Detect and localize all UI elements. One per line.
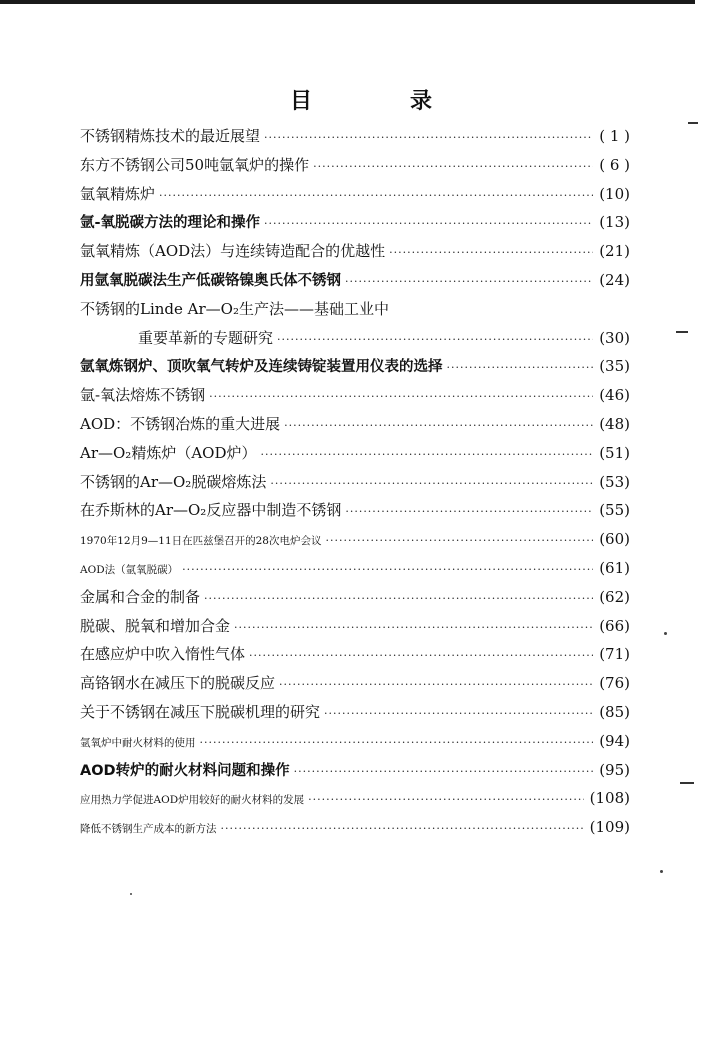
- toc-leader-dots: [270, 470, 593, 499]
- toc-entry: [80, 496, 630, 525]
- toc-entry: [80, 439, 630, 468]
- toc-leader-dots: [447, 354, 594, 383]
- toc-entry-title: AOD法（氩氧脱碳）: [80, 563, 179, 576]
- toc-entry: [80, 180, 630, 209]
- toc-entry: [80, 698, 630, 727]
- toc-entry: [80, 612, 630, 641]
- toc-leader-dots: [284, 412, 593, 441]
- toc-entry-page: (85): [599, 702, 630, 721]
- toc-entry-page: (62): [599, 587, 630, 606]
- toc-entry-page: (61): [599, 558, 630, 577]
- toc-entry: [80, 669, 630, 698]
- toc-entry: [80, 324, 630, 353]
- toc-entry-page: (51): [599, 443, 630, 462]
- toc-entry-page: (21): [599, 242, 630, 261]
- toc-entry-page: (94): [599, 731, 630, 750]
- toc-entry: [80, 352, 630, 381]
- toc-entry-page: (71): [599, 645, 630, 664]
- toc-entry-title: 氩氧炼钢炉、顶吹氧气转炉及连续铸锭装置用仪表的选择: [80, 359, 443, 376]
- title-part-2: 录: [410, 89, 433, 114]
- toc-entry: [80, 151, 630, 180]
- toc-entry-page: (55): [599, 501, 630, 520]
- toc-entry-page: (35): [599, 357, 630, 376]
- toc-leader-dots: [234, 614, 593, 643]
- toc-entry-page: (48): [599, 414, 630, 433]
- toc-leader-dots: [345, 498, 593, 527]
- toc-entry-title: 氩氧精炼（AOD法）与连续铸造配合的优越性: [80, 242, 386, 261]
- toc-entry-page: (66): [599, 616, 630, 635]
- scan-speck: [660, 870, 663, 873]
- toc-leader-dots: [294, 758, 594, 787]
- toc-entry-page: (60): [599, 530, 630, 549]
- toc-entry: [80, 122, 630, 151]
- toc-entry: [80, 756, 630, 785]
- toc-entry-page: ( 6 ): [599, 155, 630, 174]
- toc-leader-dots: [279, 671, 593, 700]
- toc-entry-page: (13): [599, 213, 630, 232]
- toc-entry-title: 1970年12月9—11日在匹兹堡召开的28次电炉会议: [80, 535, 322, 548]
- toc-leader-dots: [389, 239, 593, 268]
- toc-leader-dots: [324, 700, 593, 729]
- toc-leader-dots: [209, 383, 593, 412]
- toc-entry-title: 降低不锈钢生产成本的新方法: [80, 823, 217, 836]
- toc-entry-page: (46): [599, 386, 630, 405]
- title-part-1: 目: [290, 89, 313, 114]
- toc-leader-dots: [264, 124, 593, 153]
- toc-entry: [80, 640, 630, 669]
- toc-leader-dots: [308, 786, 584, 815]
- toc-entry-title: AOD转炉的耐火材料问题和操作: [80, 762, 290, 779]
- toc-entry-title: 高铬钢水在减压下的脱碳反应: [80, 674, 276, 693]
- toc-entry-page: (10): [599, 184, 630, 203]
- page-title: [0, 84, 713, 114]
- toc-entry: [80, 266, 630, 295]
- toc-entry: [80, 525, 630, 554]
- toc-entry-title: 用氩氧脱碳法生产低碳铬镍奥氏体不锈钢: [80, 272, 341, 289]
- toc-leader-dots: [345, 268, 593, 297]
- toc-entry-page: (53): [599, 472, 630, 491]
- toc-entry: [80, 410, 630, 439]
- toc-entry-page: (95): [599, 760, 630, 779]
- toc-entry: [80, 208, 630, 237]
- toc-entry: [80, 554, 630, 583]
- toc-entry-title: 氩氧炉中耐火材料的使用: [80, 736, 196, 749]
- toc-entry-page: (24): [599, 270, 630, 289]
- toc-leader-dots: [204, 585, 593, 614]
- toc-entry: [80, 237, 630, 266]
- toc-entry-title: 应用热力学促进AOD炉用较好的耐火材料的发展: [80, 794, 305, 807]
- toc-entry: [80, 295, 630, 324]
- margin-mark: [688, 122, 698, 124]
- toc-leader-dots: [325, 527, 593, 556]
- toc-leader-dots: [260, 441, 593, 470]
- toc-entry-title: 在乔斯林的Ar—O₂反应器中制造不锈钢: [80, 501, 342, 520]
- toc-entry-title: 在感应炉中吹入惰性气体: [80, 645, 246, 664]
- toc-entry: [80, 813, 630, 842]
- toc-entry-title: AOD：不锈钢冶炼的重大进展: [80, 414, 281, 433]
- toc-entry-title: 不锈钢的Linde Ar—O₂生产法——基础工业中: [80, 299, 389, 318]
- toc-entry-title: 脱碳、脱氧和增加合金: [80, 616, 231, 635]
- toc-entry-title: Ar—O₂精炼炉（AOD炉）: [80, 443, 257, 462]
- margin-mark: [680, 782, 694, 784]
- toc-leader-dots: [200, 729, 594, 758]
- toc-entry-page: (76): [599, 674, 630, 693]
- table-of-contents: [80, 122, 630, 842]
- toc-entry: [80, 784, 630, 813]
- toc-entry-page: ( 1 ): [599, 127, 630, 145]
- toc-leader-dots: [313, 153, 593, 182]
- toc-entry: [80, 583, 630, 612]
- toc-leader-dots: [182, 556, 593, 585]
- toc-leader-dots: [159, 182, 593, 211]
- scan-speck: [664, 632, 667, 635]
- toc-entry-title: 不锈钢的Ar—O₂脱碳熔炼法: [80, 472, 267, 491]
- toc-leader-dots: [277, 326, 593, 355]
- toc-entry-title: 氩-氧法熔炼不锈钢: [80, 386, 206, 405]
- toc-entry: [80, 468, 630, 497]
- toc-entry-page: (30): [599, 328, 630, 347]
- toc-entry-title: 氩-氧脱碳方法的理论和操作: [80, 215, 261, 232]
- toc-entry-page: (108): [589, 789, 630, 808]
- toc-leader-dots: [264, 210, 593, 239]
- scan-speck: [130, 893, 132, 895]
- toc-entry-page: (109): [589, 818, 630, 837]
- toc-entry-title: 关于不锈钢在减压下脱碳机理的研究: [80, 702, 321, 721]
- top-rule: [0, 0, 695, 4]
- toc-entry-title: 不锈钢精炼技术的最近展望: [80, 127, 261, 145]
- toc-entry-title: 金属和合金的制备: [80, 587, 201, 606]
- toc-leader-dots: [249, 642, 593, 671]
- toc-leader-dots: [221, 815, 584, 844]
- toc-entry-title: 氩氧精炼炉: [80, 184, 156, 203]
- toc-entry-title: 东方不锈钢公司50吨氩氧炉的操作: [80, 155, 310, 174]
- margin-mark: [676, 331, 688, 333]
- toc-entry: [80, 381, 630, 410]
- toc-entry: [80, 727, 630, 756]
- toc-entry-title: 重要革新的专题研究: [138, 328, 274, 347]
